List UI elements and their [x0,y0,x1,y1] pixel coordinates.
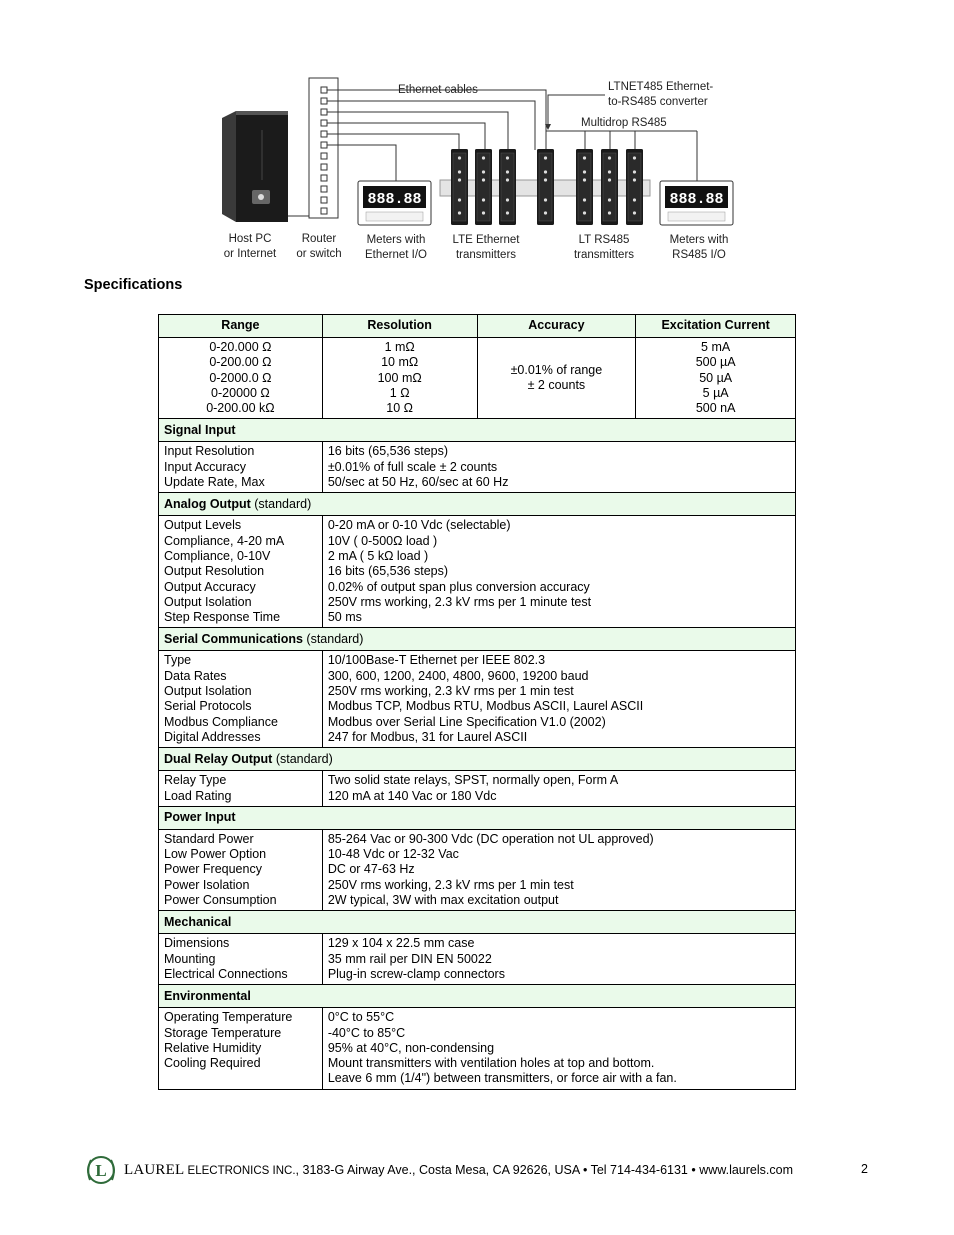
section-title: Environmental [164,988,251,1003]
section-title-cell [159,628,796,651]
spec-value: 250V rms working, 2.3 kV rms per 1 min test [327,684,574,699]
spec-value: Modbus over Serial Line Specification V1.0 (2002) [327,714,606,729]
spec-values-cell [322,516,795,628]
host-pc-label: Host PC or Internet [223,233,277,260]
spec-value: 2 mA ( 5 kΩ load ) [327,548,429,563]
spec-label: Update Rate, Max [164,475,265,490]
lte-transmitters-label: LTE Ethernet transmitters [452,234,520,261]
spec-label: Input Accuracy [164,459,246,474]
transmitter-image [537,149,554,225]
spec-value: 129 x 104 x 22.5 mm case [327,936,475,951]
spec-label: Serial Protocols [164,699,252,714]
header-range: Range [159,315,323,338]
spec-value: -40°C to 85°C [327,1025,406,1040]
spec-label: Modbus Compliance [164,714,278,729]
spec-value: 300, 600, 1200, 2400, 4800, 9600, 19200 baud [327,668,589,683]
specifications-heading: Specifications [84,277,183,293]
ltnet-label-line2: to-RS485 converter [608,96,708,108]
header-excitation-current: Excitation Current [636,315,796,338]
spec-label: Operating Temperature [164,1010,293,1025]
meter-rs485-display: 888.88 [669,191,724,208]
spec-value: ±0.01% of full scale ± 2 counts [327,459,498,474]
meter-ethernet-display: 888.88 [367,191,422,208]
multidrop-label: Multidrop RS485 [581,117,667,129]
section-note: (standard) [250,496,312,511]
spec-labels-cell [159,829,323,910]
spec-values-cell [322,934,795,985]
host-pc-image [222,111,288,222]
spec-labels-cell [159,934,323,985]
ltnet-label-line1: LTNET485 Ethernet- [608,81,714,93]
spec-value: 16 bits (65,536 steps) [327,444,449,459]
spec-value: 85-264 Vac or 90-300 Vdc (DC operation not UL approved) [327,831,654,846]
spec-labels-cell [159,651,323,748]
router-port [321,120,327,126]
spec-value: 10-48 Vdc or 12-32 Vac [327,847,459,862]
page-number: 2 [861,1162,868,1176]
spec-label: Power Frequency [164,862,262,877]
range-row [159,338,796,419]
section-header-row [159,419,796,442]
section-header-row [159,748,796,771]
spec-value: 0°C to 55°C [327,1010,395,1025]
footer-company-info [124,1162,793,1179]
spec-label: Cooling Required [164,1056,261,1071]
section-title-cell [159,911,796,934]
lt-rs485-label: LT RS485 transmitters [573,234,635,261]
meters-ethernet-label: Meters with Ethernet I/O [364,234,427,261]
router-port [321,186,327,192]
router-port [321,175,327,181]
spec-label: Relay Type [164,773,227,788]
spec-value: 0-20 mA or 0-10 Vdc (selectable) [327,518,511,533]
specifications-table [158,314,796,1090]
transmitter-image [499,149,516,225]
spec-value: Modbus TCP, Modbus RTU, Modbus ASCII, Laurel ASCII [327,699,644,714]
spec-label: Digital Addresses [164,729,261,744]
section-header-row [159,806,796,829]
router-port [321,208,327,214]
accuracy-cell: ±0.01% of range ± 2 counts [477,338,636,419]
header-resolution: Resolution [322,315,477,338]
spec-label: Output Resolution [164,564,265,579]
spec-labels-cell [159,516,323,628]
ethernet-cable [327,101,535,150]
section-title-cell [159,806,796,829]
spec-value: 0.02% of output span plus conversion accuracy [327,579,590,594]
section-header-row [159,985,796,1008]
transmitter-image [576,149,593,225]
spec-label: Type [164,653,192,668]
spec-values-cell [322,1008,795,1089]
spec-value: 2W typical, 3W with max excitation output [327,893,559,908]
section-body-row [159,934,796,985]
spec-value: 247 for Modbus, 31 for Laurel ASCII [327,729,528,744]
section-title: Signal Input [164,422,236,437]
transmitter-image [626,149,643,225]
spec-value: 250V rms working, 2.3 kV rms per 1 minute test [327,594,592,609]
section-title-cell [159,419,796,442]
section-note: (standard) [302,631,364,646]
spec-value: 35 mm rail per DIN EN 50022 [327,951,492,966]
spec-label: Relative Humidity [164,1040,262,1055]
spec-labels-cell [159,442,323,493]
spec-labels-cell [159,771,323,807]
router-port [321,87,327,93]
section-title: Analog Output [164,496,251,511]
section-title-cell [159,748,796,771]
router-label: Router or switch [296,233,342,260]
spec-value: Leave 6 mm (1/4") between transmitters, or force air with a fan. [327,1071,677,1086]
section-title-cell [159,493,796,516]
spec-values-cell [322,829,795,910]
spec-labels-cell [159,1008,323,1089]
excitation-cell: 5 mA 500 µA 50 µA 5 µA 500 nA [636,338,796,419]
meters-rs485-label: Meters with RS485 I/O [669,234,729,261]
spec-values-cell [322,651,795,748]
spec-value: 10/100Base-T Ethernet per IEEE 802.3 [327,653,546,668]
section-body-row [159,829,796,910]
section-body-row [159,1008,796,1089]
spec-label: Data Rates [164,668,227,683]
transmitter-image [475,149,492,225]
ethernet-cable [327,90,546,150]
spec-value: 120 mA at 140 Vac or 180 Vdc [327,788,497,803]
router-port [321,131,327,137]
ethernet-cable [327,112,508,150]
router-port [321,142,327,148]
spec-label: Storage Temperature [164,1025,282,1040]
network-diagram [0,0,954,270]
transmitter-image [601,149,618,225]
ethernet-cable [327,134,459,150]
spec-label: Low Power Option [164,847,267,862]
spec-label: Compliance, 0-10V [164,548,271,563]
spec-value: 50/sec at 50 Hz, 60/sec at 60 Hz [327,475,509,490]
router-port [321,164,327,170]
spec-label: Standard Power [164,831,254,846]
spec-label: Output Levels [164,518,242,533]
transmitter-image [451,149,468,225]
page-footer [84,1154,884,1188]
section-body-row [159,651,796,748]
spec-value: 95% at 40°C, non-condensing [327,1040,495,1055]
section-header-row [159,628,796,651]
spec-label: Output Isolation [164,594,252,609]
spec-label: Compliance, 4-20 mA [164,533,285,548]
spec-label: Input Resolution [164,444,255,459]
spec-value: 50 ms [327,610,362,625]
diagram-drawing [0,0,954,270]
spec-label: Step Response Time [164,610,281,625]
range-cell: 0-20.000 Ω 0-200.00 Ω 0-2000.0 Ω 0-20000 Ω 0-200.00 kΩ [159,338,323,419]
header-accuracy: Accuracy [477,315,636,338]
router-port [321,153,327,159]
spec-value: 16 bits (65,536 steps) [327,564,449,579]
section-title: Serial Communications [164,631,303,646]
footer-brand: LAUREL [124,1162,185,1178]
router-port [321,197,327,203]
section-title-cell [159,985,796,1008]
spec-value: 10V ( 0-500Ω load ) [327,533,438,548]
spec-label: Load Rating [164,788,232,803]
section-body-row [159,516,796,628]
section-note: (standard) [272,751,333,766]
spec-value: Mount transmitters with ventilation holes at top and bottom. [327,1056,655,1071]
table-header-row [159,315,796,338]
spec-value: Plug-in screw-clamp connectors [327,966,505,981]
spec-value: Two solid state relays, SPST, normally open, Form A [327,773,619,788]
laurel-logo [84,1154,118,1188]
spec-values-cell [322,442,795,493]
spec-label: Electrical Connections [164,966,288,981]
ethernet-cables-label: Ethernet cables [398,84,478,96]
section-body-row [159,771,796,807]
section-title: Mechanical [164,914,232,929]
spec-values-cell [322,771,795,807]
spec-value: 250V rms working, 2.3 kV rms per 1 min test [327,877,574,892]
spec-value: DC or 47-63 Hz [327,862,415,877]
spec-label: Output Isolation [164,684,252,699]
footer-brand-rest: ELECTRONICS INC. [184,1165,296,1177]
section-header-row [159,911,796,934]
spec-label: Power Isolation [164,877,250,892]
router-port [321,98,327,104]
section-title: Power Input [164,810,236,825]
section-title: Dual Relay Output [164,751,273,766]
router-port [321,109,327,115]
ethernet-cable [327,123,485,150]
resolution-cell: 1 mΩ 10 mΩ 100 mΩ 1 Ω 10 Ω [322,338,477,419]
spec-label: Mounting [164,951,216,966]
spec-label: Dimensions [164,936,230,951]
footer-address: , 3183-G Airway Ave., Costa Mesa, CA 92626, USA • Tel 714-434-6131 • www.laurels.com [295,1163,793,1177]
section-header-row [159,493,796,516]
section-body-row [159,442,796,493]
spec-label: Output Accuracy [164,579,256,594]
spec-label: Power Consumption [164,893,277,908]
laurel-logo-letter: L [95,1161,107,1180]
